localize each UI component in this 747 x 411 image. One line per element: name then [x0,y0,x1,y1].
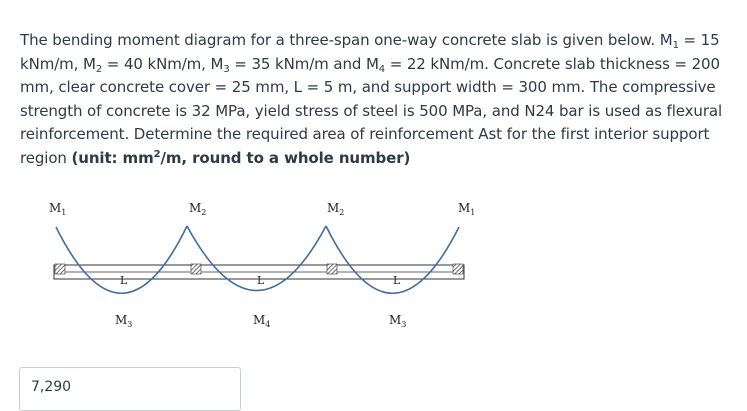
label-m2-left: $M_2$ [189,201,207,217]
support-interior-1 [191,264,201,274]
span-label-1: L [120,274,128,287]
label-m1-left: $M_1$ [49,201,67,217]
answer-input[interactable] [19,367,241,411]
support-left-end [55,264,65,274]
label-m2-right: $M_2$ [327,201,345,217]
question-text: The bending moment diagram for a three-span one-way concrete slab is given below. $M_1 = 15$ kNm/m, $M_2 = 40$ kNm/m, $M_3 = 35$ kNm/m and $M_4 = 22$ kNm/m. Concrete slab thickness = 200 mm, clear concrete cover = 25 mm, L = 5 m, and support width = 300 mm. The compressive strength of concrete is 32 MPa, yield stress of steel is 500 MPa, and N24 bar is used as flexural reinforcement. Determine the required area of reinforcement Ast for the first interior support region (unit: $mm^2/m$, round to a whole number) [20,31,723,167]
support-interior-2 [327,264,337,274]
label-m4: $M_4$ [253,313,271,329]
span-label-3: L [393,274,401,287]
label-m3-right: $M_3$ [389,313,407,329]
span-label-2: L [257,274,265,287]
answer-value: 7,290 [31,379,72,395]
label-m3-left: $M_3$ [115,313,133,329]
label-m1-right: $M_1$ [458,201,476,217]
unit-instruction: (unit: $mm^2/m$, round to a whole number) [71,148,411,167]
bending-moment-diagram [36,200,486,340]
support-right-end [453,264,463,274]
